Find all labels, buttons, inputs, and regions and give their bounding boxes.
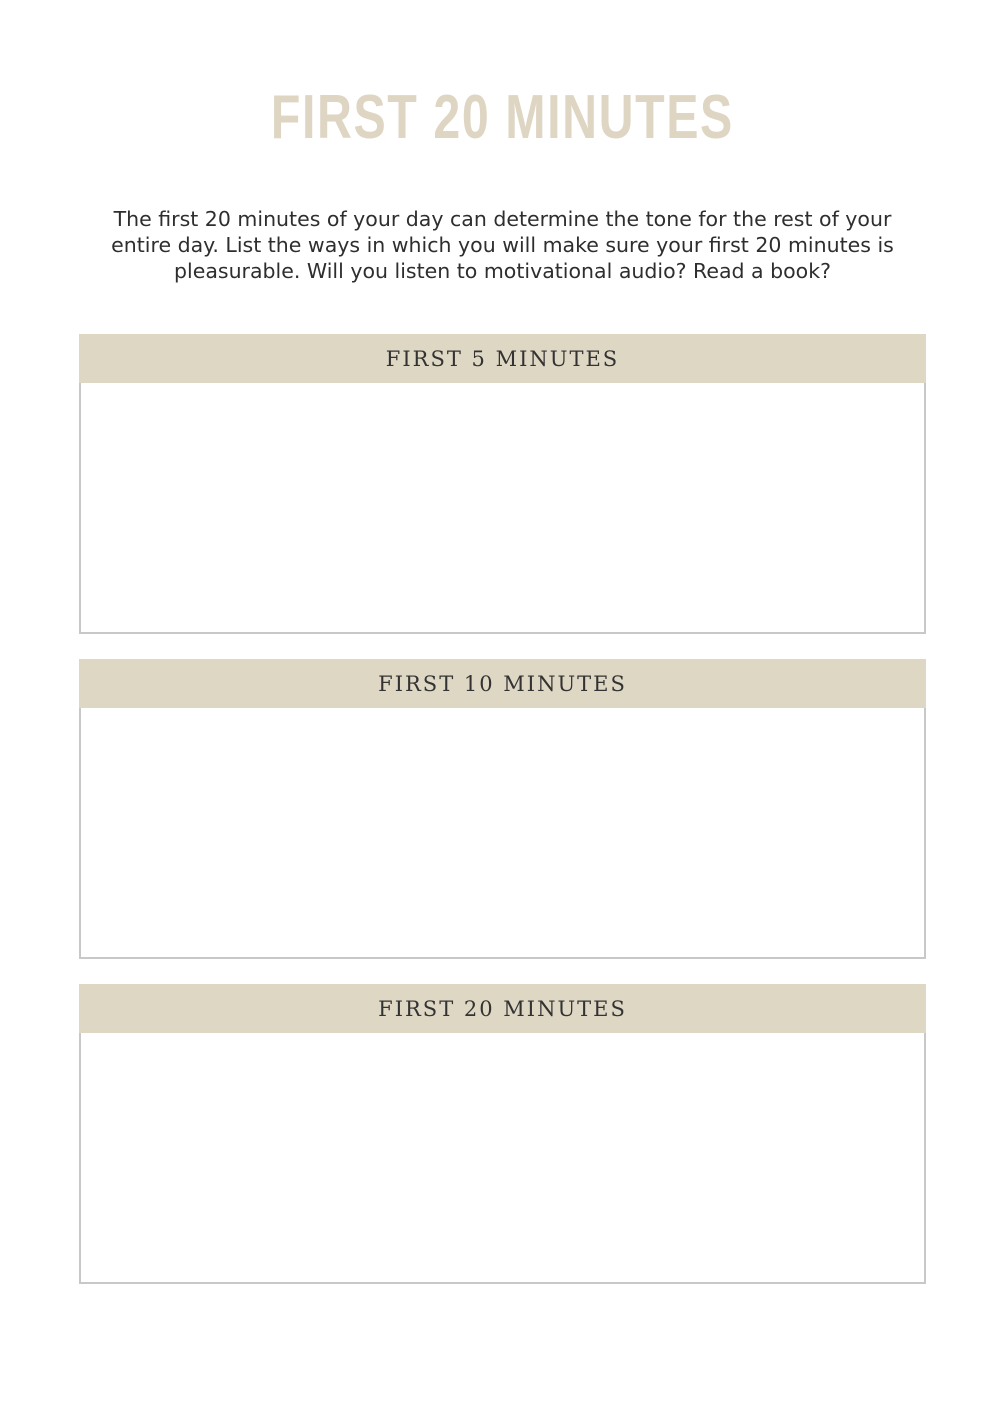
writing-area[interactable] bbox=[79, 1033, 926, 1284]
section-header bbox=[79, 984, 926, 1033]
section-first-10-minutes bbox=[79, 659, 926, 959]
intro-text: The first 20 minutes of your day can determine the tone for the rest of your entire day. List the ways in which you will make sure your first 20 minutes is pleasurable. Will you listen to motivational audio? Read a book? bbox=[111, 207, 894, 283]
section-header-label: FIRST 20 MINUTES bbox=[378, 996, 627, 1021]
page-title: FIRST 20 MINUTES bbox=[270, 83, 734, 152]
section-header bbox=[79, 659, 926, 708]
section-first-5-minutes bbox=[79, 334, 926, 634]
section-header bbox=[79, 334, 926, 383]
section-header-label: FIRST 5 MINUTES bbox=[385, 346, 620, 371]
section-first-20-minutes bbox=[79, 984, 926, 1284]
writing-area[interactable] bbox=[79, 708, 926, 959]
section-header-label: FIRST 10 MINUTES bbox=[378, 671, 627, 696]
writing-area[interactable] bbox=[79, 383, 926, 634]
